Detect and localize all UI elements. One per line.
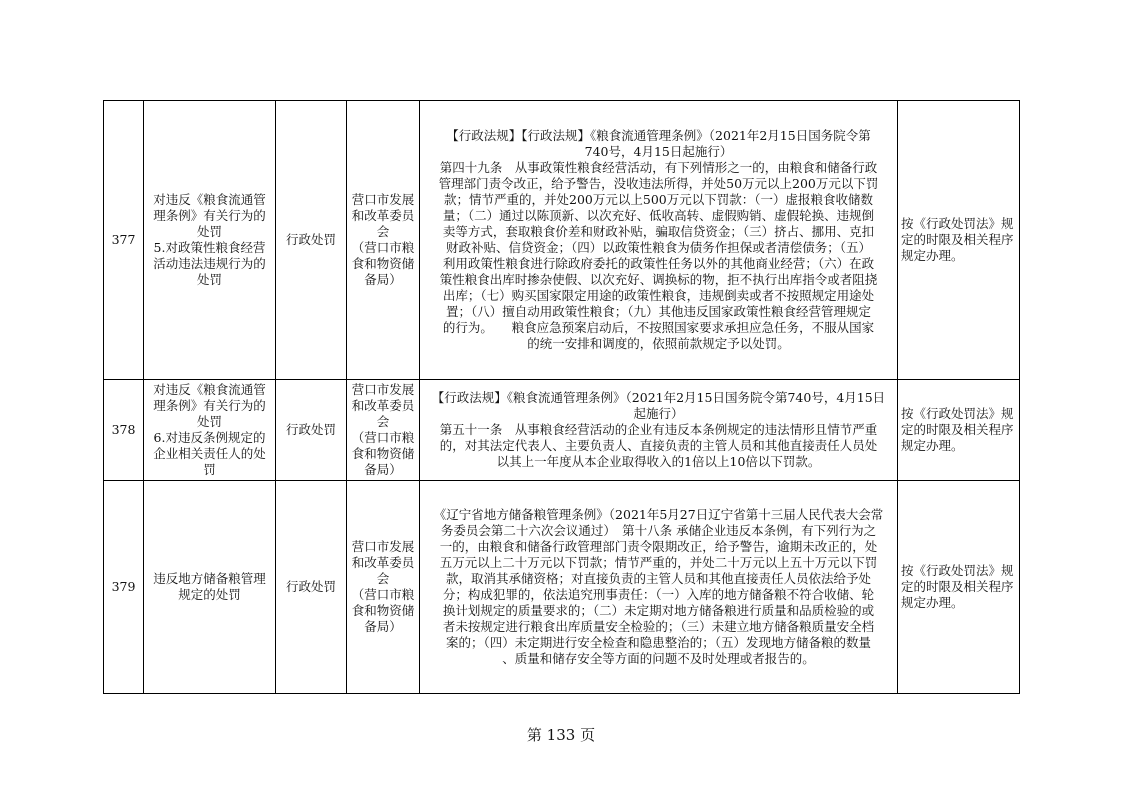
procedure-line: 规定办理。: [901, 595, 964, 610]
legal-basis-line: 的，对其法定代表人、主要负责人、直接负责的主管人员和其他直接责任人员处: [439, 438, 878, 453]
legal-basis-line: 利用政策性粮食进行除政府委托的政策性任务以外的其他商业经营；（六）在政: [442, 256, 875, 271]
item-name-line: 处罚: [196, 224, 222, 239]
department-line: （营口市粮: [351, 430, 415, 445]
table-row: [104, 481, 1020, 694]
legal-basis-line: 起施行）: [633, 406, 684, 421]
row-number: 379: [104, 481, 144, 694]
item-name-line: 罚: [203, 462, 216, 477]
procedure-line: 规定办理。: [901, 438, 964, 453]
procedure-line: 规定办理。: [901, 248, 964, 263]
power-type-cell: 行政处罚: [276, 380, 347, 481]
table-row: [104, 380, 1020, 481]
item-name-line: 5.对政策性粮食经营: [153, 240, 266, 255]
legal-basis-line: 卖等方式，套取粮食价差和财政补贴，骗取信贷资金；（三）挤占、挪用、克扣: [442, 224, 875, 239]
table-row: [104, 101, 1020, 380]
procedure-line: 定的时限及相关程序: [901, 579, 1014, 594]
item-name-line: 理条例》有关行为的: [153, 208, 266, 223]
legal-basis-line: 【行政法规】《粮食流通管理条例》（2021年2月15日国务院令第740号，4月15日: [431, 390, 886, 405]
department-line: 备局）: [364, 619, 402, 634]
item-name-cell: [144, 481, 276, 694]
item-name-line: 规定的处罚: [178, 587, 241, 602]
item-name-line: 活动违法违规行为的: [153, 256, 266, 271]
item-name-line: 处罚: [196, 414, 222, 429]
row-number: 377: [104, 101, 144, 380]
legal-basis-line: 、质量和储存安全等方面的问题不及时处理或者报告的。: [502, 651, 815, 666]
item-name-line: 处罚: [196, 272, 222, 287]
procedure-cell: [898, 481, 1020, 694]
legal-basis-line: 务委员会第二十六次会议通过） 第十八条 承储企业违反本条例，有下列行为之: [440, 523, 877, 538]
legal-basis-cell: [420, 481, 898, 694]
item-name-line: 对违反《粮食流通管: [153, 192, 266, 207]
legal-basis-line: 第五十一条 从事粮食经营活动的企业有违反本条例规定的违法情形且情节严重: [439, 422, 878, 437]
department-cell: [347, 380, 420, 481]
department-line: 食和物资储: [351, 446, 415, 461]
legal-basis-line: 者未按规定进行粮食出库质量安全检验的；（三）未建立地方储备粮质量安全档: [442, 619, 875, 634]
department-line: 营口市发展: [351, 192, 415, 207]
power-type-cell: 行政处罚: [276, 101, 347, 380]
department-cell: [347, 481, 420, 694]
procedure-line: 按《行政处罚法》规: [901, 216, 1014, 231]
department-line: 备局）: [364, 462, 402, 477]
item-name-cell: [144, 101, 276, 380]
legal-basis-line: 款；情节严重的，并处200万元以上500万元以下罚款：（一）虚报粮食收储数: [444, 192, 873, 207]
legal-basis-line: 的统一安排和调度的，依照前款规定予以处罚。: [527, 336, 790, 351]
power-type-cell: 行政处罚: [276, 481, 347, 694]
procedure-cell: [898, 101, 1020, 380]
department-line: （营口市粮: [351, 587, 415, 602]
legal-basis-line: 案的；（四）未定期进行安全检查和隐患整治的；（五）发现地方储备粮的数量: [445, 635, 871, 650]
item-name-line: 对违反《粮食流通管: [153, 382, 266, 397]
procedure-cell: [898, 380, 1020, 481]
item-name-line: 6.对违反条例规定的: [153, 430, 266, 445]
legal-basis-line: 财政补贴、信贷资金；（四）以政策性粮食为债务作担保或者清偿债务；（五）: [445, 240, 871, 255]
legal-basis-line: 款，取消其承储资格；对直接负责的主管人员和其他直接责任人员依法给予处: [445, 571, 871, 586]
legal-basis-line: 一的，由粮食和储备行政管理部门责令限期改正，给予警告，逾期未改正的，处: [439, 539, 878, 554]
item-name-cell: [144, 380, 276, 481]
legal-basis-cell: [420, 380, 898, 481]
procedure-line: 定的时限及相关程序: [901, 232, 1014, 247]
legal-basis-line: 分；构成犯罪的，依法追究刑事责任：（一）入库的地方储备粮不符合收储、轮: [442, 587, 875, 602]
item-name-line: 理条例》有关行为的: [153, 398, 266, 413]
row-number: 378: [104, 380, 144, 481]
department-line: 营口市发展: [351, 539, 415, 554]
legal-basis-line: 管理部门责令改正，给予警告，没收违法所得，并处50万元以上200万元以下罚: [438, 176, 879, 191]
department-line: 和改革委员: [351, 398, 415, 413]
legal-basis-line: 【行政法规】【行政法规】《粮食流通管理条例》（2021年2月15日国务院令第: [446, 128, 871, 143]
legal-basis-line: 的行为。 粮食应急预案启动后，不按照国家要求承担应急任务，不服从国家: [442, 320, 875, 335]
legal-basis-line: 以其上一年度从本企业取得收入的1倍以上10倍以下罚款。: [496, 454, 821, 469]
legal-basis-line: 740号，4月15日起施行）: [584, 144, 733, 159]
department-line: 会: [376, 414, 390, 429]
legal-basis-cell: [420, 101, 898, 380]
department-line: 和改革委员: [351, 208, 415, 223]
legal-basis-line: 换计划规定的质量要求的；（二）未定期对地方储备粮进行质量和品质检验的或: [442, 603, 875, 618]
department-line: 营口市发展: [351, 382, 415, 397]
item-name-line: 企业相关责任人的处: [153, 446, 266, 461]
penalty-table: [103, 100, 1020, 694]
legal-basis-line: 五万元以上二十万元以下罚款；情节严重的，并处二十万元以上五十万元以下罚: [439, 555, 878, 570]
department-line: （营口市粮: [351, 240, 415, 255]
procedure-line: 按《行政处罚法》规: [901, 406, 1014, 421]
procedure-line: 按《行政处罚法》规: [901, 563, 1014, 578]
department-line: 会: [376, 571, 390, 586]
legal-basis-line: 第四十九条 从事政策性粮食经营活动，有下列情形之一的，由粮食和储备行政: [439, 160, 878, 175]
legal-basis-line: 出库；（七）购买国家限定用途的政策性粮食，违规倒卖或者不按照规定用途处: [442, 288, 875, 303]
legal-basis-line: 量；（二）通过以陈顶新、以次充好、低收高转、虚假购销、虚假轮换、违规倒: [442, 208, 875, 223]
department-line: 会: [376, 224, 390, 239]
procedure-line: 定的时限及相关程序: [901, 422, 1014, 437]
legal-basis-line: 置；（八）擅自动用政策性粮食；（九）其他违反国家政策性粮食经营管理规定: [445, 304, 871, 319]
department-line: 食和物资储: [351, 603, 415, 618]
legal-basis-line: 策性粮食出库时掺杂使假、以次充好、调换标的物，拒不执行出库指令或者阻挠: [439, 272, 878, 287]
department-line: 和改革委员: [351, 555, 415, 570]
legal-basis-line: 《辽宁省地方储备粮管理条例》（2021年5月27日辽宁省第十三届人民代表大会常: [433, 507, 884, 522]
department-line: 食和物资储: [351, 256, 415, 271]
item-name-line: 违反地方储备粮管理: [153, 571, 266, 586]
department-line: 备局）: [364, 272, 402, 287]
department-cell: [347, 101, 420, 380]
page-number: 第 133 页: [526, 726, 596, 744]
